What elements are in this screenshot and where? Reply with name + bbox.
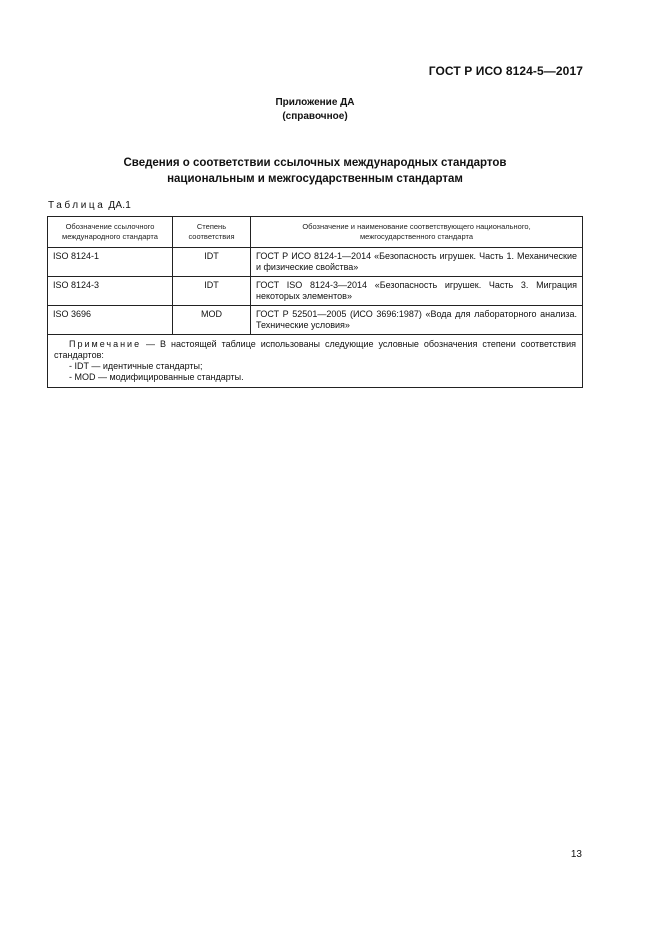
annex-subtitle: (справочное) — [282, 111, 348, 122]
note-intro — [54, 339, 576, 360]
section-title — [0, 155, 630, 187]
annex-heading — [0, 96, 630, 124]
cell-degree: MOD — [173, 306, 251, 335]
cell-reference: ISO 8124-1 — [48, 248, 173, 277]
table-caption-number: ДА.1 — [108, 200, 131, 211]
table-row — [48, 248, 583, 277]
column-header-degree: Степень соответствия — [173, 217, 251, 248]
table-caption-word: Таблица — [48, 200, 106, 211]
standard-code: ГОСТ Р ИСО 8124-5—2017 — [428, 64, 583, 78]
section-title-line-1: Сведения о соответствии ссылочных международных стандартов — [123, 157, 507, 169]
note-label: Примечание — [69, 339, 142, 349]
cell-degree: IDT — [173, 248, 251, 277]
annex-title: Приложение ДА — [275, 97, 355, 108]
table-row — [48, 306, 583, 335]
section-title-line-2: национальным и межгосударственным стандартам — [167, 173, 463, 185]
column-header-reference: Обозначение ссылочного международного стандарта — [48, 217, 173, 248]
table-note — [48, 335, 583, 388]
column-header-standard: Обозначение и наименование соответствующего национального, межгосударственного стандарта — [251, 217, 583, 248]
cell-standard: ГОСТ Р ИСО 8124-1—2014 «Безопасность игрушек. Часть 1. Механические и физические свойства» — [251, 248, 583, 277]
table-header-row — [48, 217, 583, 248]
table-caption — [48, 200, 131, 211]
cell-standard: ГОСТ Р 52501—2005 (ИСО 3696:1987) «Вода для лабораторного анализа. Технические условия» — [251, 306, 583, 335]
cell-degree: IDT — [173, 277, 251, 306]
correspondence-table — [47, 216, 583, 388]
cell-reference: ISO 8124-3 — [48, 277, 173, 306]
cell-standard: ГОСТ ISO 8124-3—2014 «Безопасность игрушек. Часть 3. Миграция некоторых элементов» — [251, 277, 583, 306]
note-item-idt: - IDT — идентичные стандарты; — [69, 361, 203, 371]
cell-reference: ISO 3696 — [48, 306, 173, 335]
table-note-row — [48, 335, 583, 388]
note-item-mod: - MOD — модифицированные стандарты. — [69, 372, 244, 382]
note-text: — В настоящей таблице использованы следующие условные обозначения степени соответствия стандартов: — [54, 339, 576, 360]
table-row — [48, 277, 583, 306]
page-number: 13 — [570, 849, 582, 860]
